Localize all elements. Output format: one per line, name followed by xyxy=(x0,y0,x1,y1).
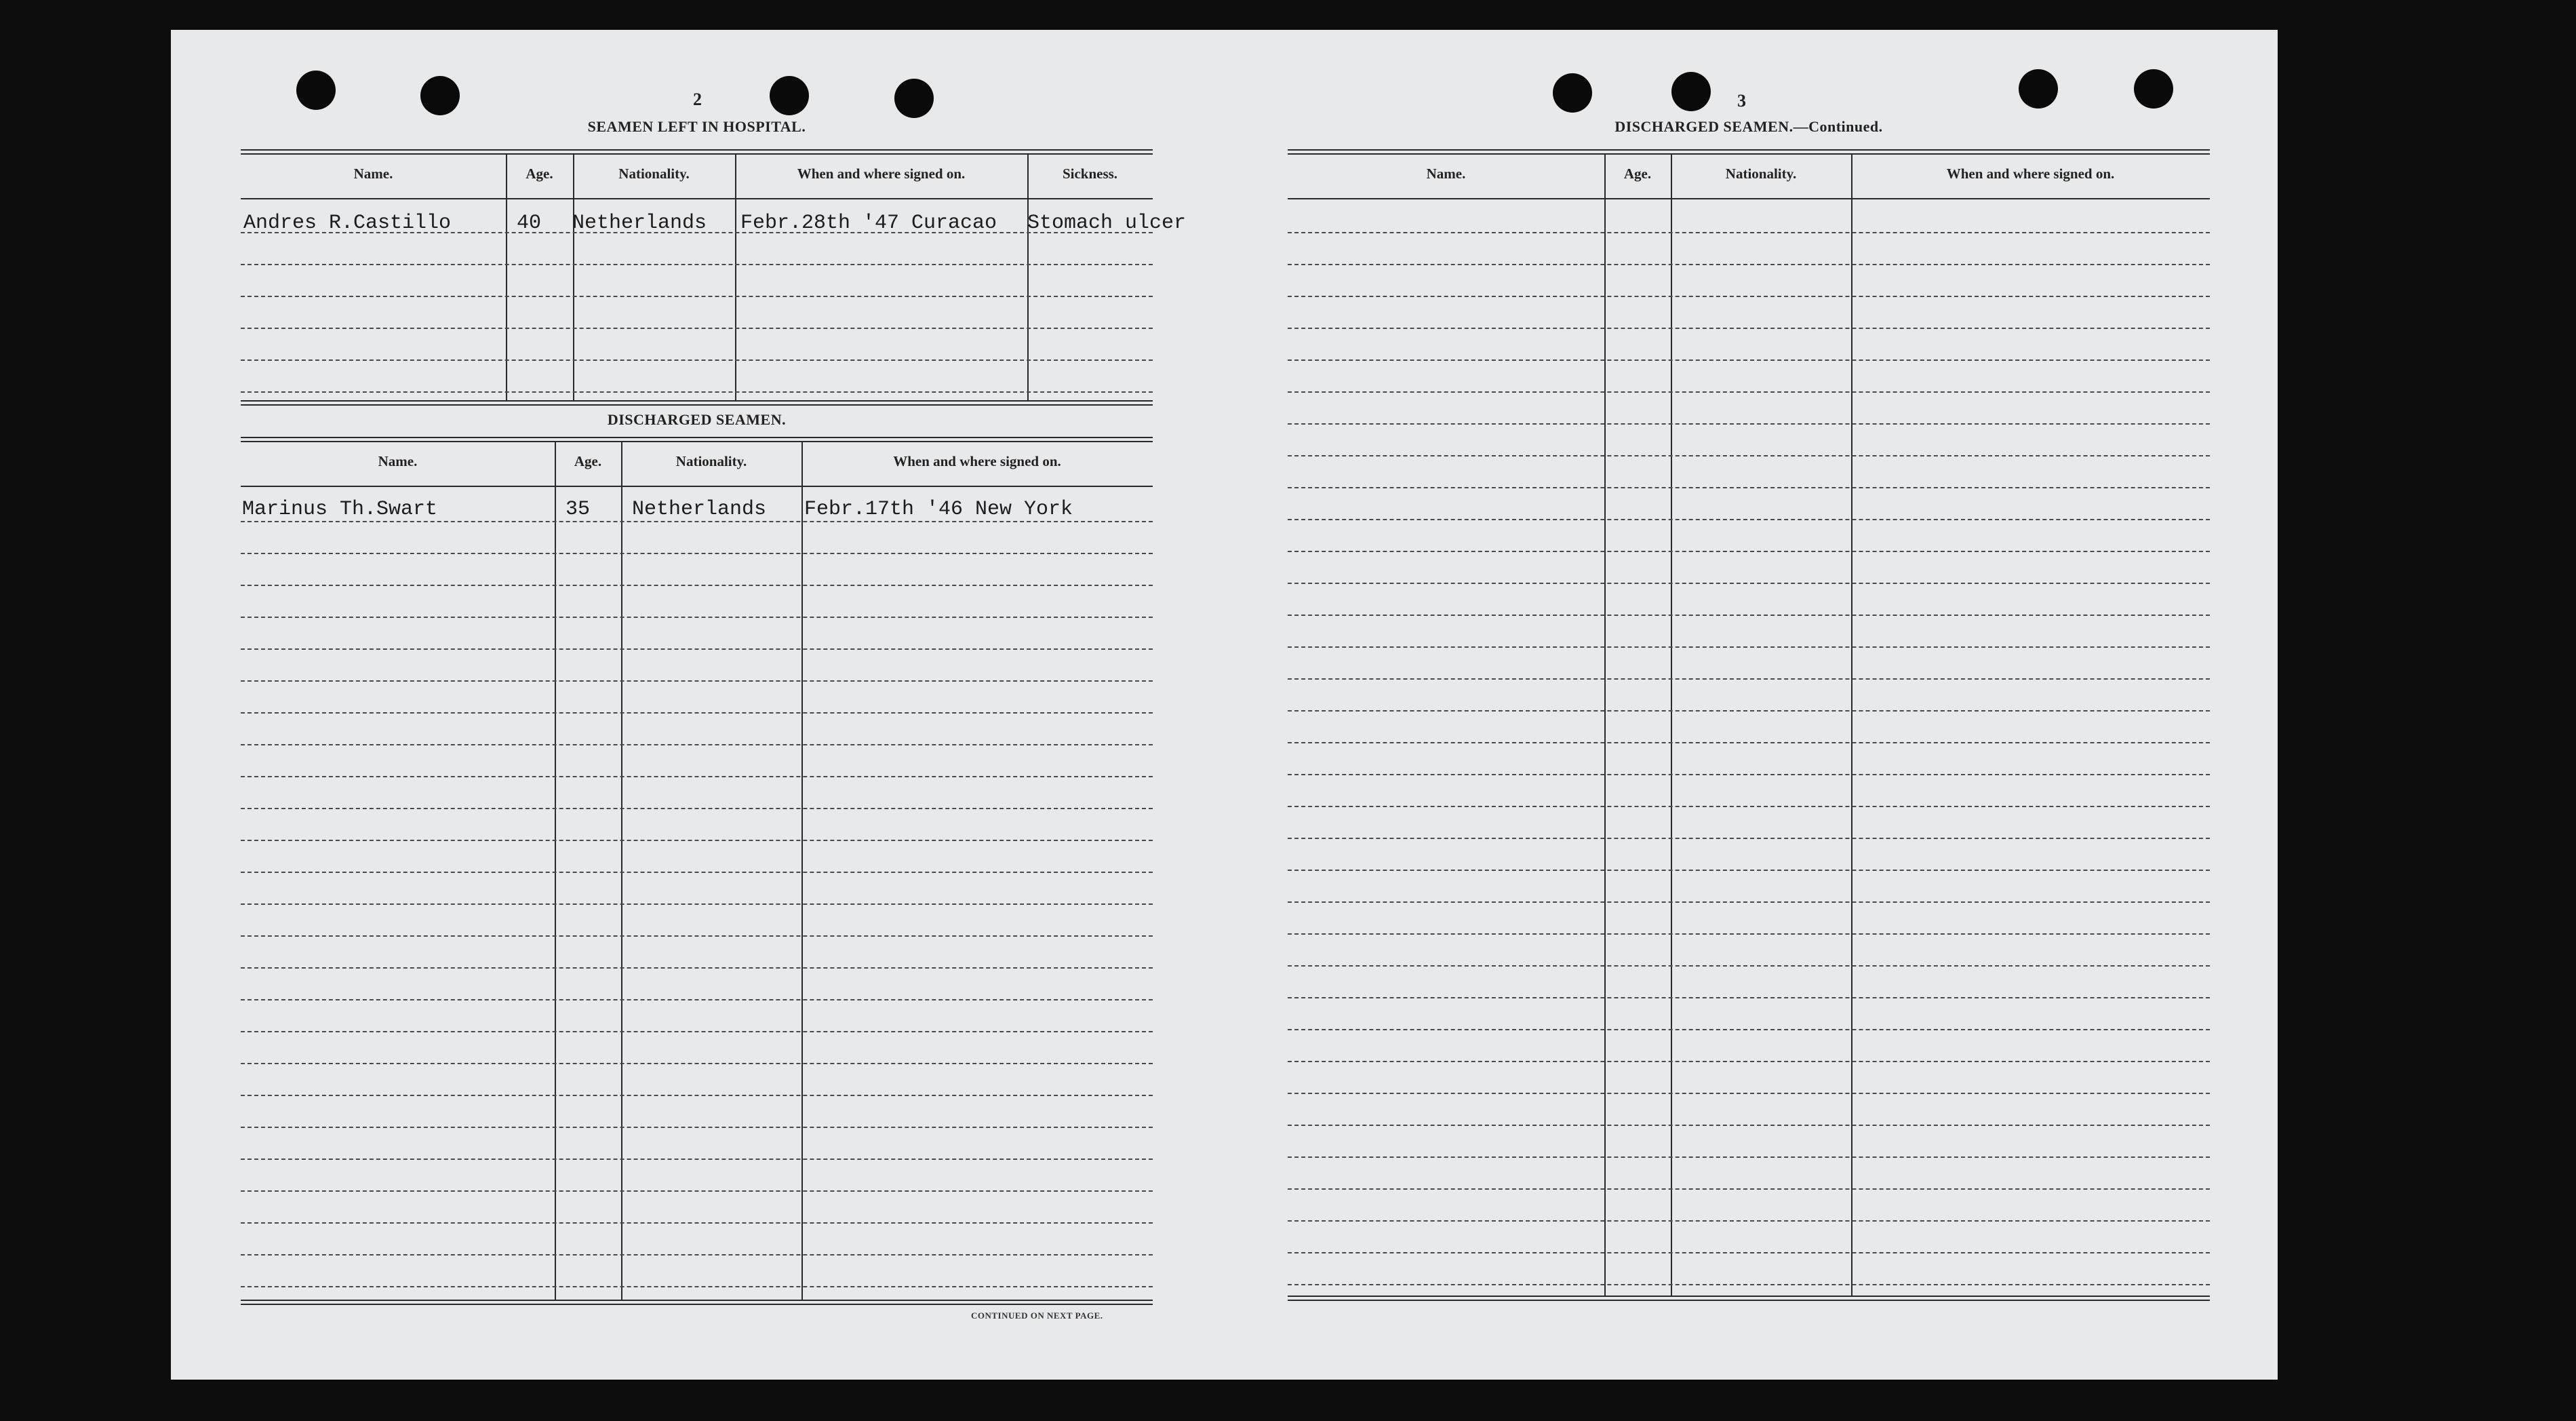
continued-footnote: CONTINUED ON NEXT PAGE. xyxy=(971,1310,1103,1321)
punch-hole xyxy=(2019,69,2058,109)
ruled-line xyxy=(241,328,1153,329)
col-header-signed-on: When and where signed on. xyxy=(1946,166,2115,182)
col-header-age: Age. xyxy=(574,453,602,469)
col-header-name: Name. xyxy=(353,166,393,182)
discharged-continued-caption: DISCHARGED SEAMEN.—Continued. xyxy=(1614,118,1883,135)
ruled-line xyxy=(241,1254,1153,1255)
punch-hole xyxy=(420,76,460,115)
ruled-line xyxy=(1288,646,2210,648)
punch-hole xyxy=(1671,72,1711,111)
col-header-signed-on: When and where signed on. xyxy=(797,166,966,182)
punch-hole xyxy=(1553,73,1592,113)
ruled-line xyxy=(241,744,1153,745)
ruled-line xyxy=(241,617,1153,618)
ruled-line xyxy=(241,1063,1153,1064)
punch-hole xyxy=(894,79,934,118)
table-rule xyxy=(241,441,1153,442)
ruled-line xyxy=(1288,296,2210,297)
ruled-line xyxy=(241,359,1153,361)
ruled-line xyxy=(1288,1125,2210,1126)
ruled-line xyxy=(241,1222,1153,1224)
ruled-line xyxy=(1288,997,2210,998)
table-rule xyxy=(241,198,1153,199)
ruled-line xyxy=(1288,455,2210,456)
ruled-line xyxy=(1288,519,2210,520)
ruled-line xyxy=(1288,487,2210,488)
ruled-line xyxy=(1288,870,2210,871)
ruled-line xyxy=(1288,1029,2210,1030)
col-header-nationality: Nationality. xyxy=(618,166,690,182)
ruled-line xyxy=(1288,710,2210,712)
hospital-caption: SEAMEN LEFT IN HOSPITAL. xyxy=(587,118,806,135)
page-number-right: 3 xyxy=(1737,91,1746,111)
punch-hole xyxy=(2134,69,2173,109)
ruled-line xyxy=(241,967,1153,969)
ruled-line xyxy=(1288,901,2210,903)
hospital-signed-on-cell: Febr.28th '47 Curacao xyxy=(740,212,997,235)
hospital-sickness-cell: Stomach ulcer xyxy=(1027,212,1187,235)
page-number-left: 2 xyxy=(693,90,702,109)
ruled-line xyxy=(241,391,1153,393)
ruled-line xyxy=(241,935,1153,937)
column-divider xyxy=(1027,153,1029,402)
col-header-signed-on: When and where signed on. xyxy=(893,453,1061,469)
column-divider xyxy=(506,153,507,402)
column-divider xyxy=(573,153,574,402)
table-rule xyxy=(1288,1296,2210,1297)
ruled-line xyxy=(1288,359,2210,361)
ruled-line xyxy=(241,1127,1153,1128)
col-header-name: Name. xyxy=(378,453,418,469)
ruled-line xyxy=(241,296,1153,297)
table-rule xyxy=(241,486,1153,487)
hospital-name-cell: Andres R.Castillo xyxy=(243,212,452,235)
table-rule xyxy=(241,437,1153,438)
hospital-age-cell: 40 xyxy=(517,212,542,235)
ruled-line xyxy=(241,872,1153,873)
column-divider xyxy=(621,441,622,1301)
document-sheet xyxy=(171,30,2278,1380)
table-rule xyxy=(1288,153,2210,155)
ruled-line xyxy=(241,840,1153,841)
ruled-line xyxy=(1288,551,2210,552)
ruled-line xyxy=(1288,1284,2210,1285)
ruled-line xyxy=(241,680,1153,682)
ruled-line xyxy=(241,1286,1153,1287)
table-rule xyxy=(1288,198,2210,199)
ruled-line xyxy=(241,1095,1153,1096)
ruled-line xyxy=(1288,615,2210,616)
table-rule xyxy=(241,1300,1153,1301)
ruled-line xyxy=(1288,1188,2210,1190)
ruled-line xyxy=(1288,1252,2210,1253)
punch-hole xyxy=(770,76,809,115)
discharged-caption: DISCHARGED SEAMEN. xyxy=(607,411,787,428)
hospital-nationality-cell: Netherlands xyxy=(572,212,707,235)
ruled-line xyxy=(1288,933,2210,935)
table-rule xyxy=(241,153,1153,155)
discharged-signed-on-cell: Febr.17th '46 New York xyxy=(804,498,1073,521)
ruled-line xyxy=(1288,742,2210,743)
ruled-line xyxy=(241,808,1153,809)
table-rule xyxy=(241,400,1153,402)
ruled-line xyxy=(1288,806,2210,807)
ruled-line xyxy=(241,264,1153,265)
column-divider xyxy=(801,441,803,1301)
col-header-age: Age. xyxy=(1623,166,1652,182)
ruled-line xyxy=(1288,264,2210,265)
ruled-line xyxy=(1288,391,2210,393)
ruled-line xyxy=(241,776,1153,777)
col-header-sickness: Sickness. xyxy=(1062,166,1118,182)
col-header-nationality: Nationality. xyxy=(1725,166,1797,182)
table-rule xyxy=(241,149,1153,151)
ruled-line xyxy=(1288,232,2210,233)
discharged-name-cell: Marinus Th.Swart xyxy=(242,498,438,521)
ruled-line xyxy=(1288,1061,2210,1062)
table-rule xyxy=(241,1304,1153,1305)
ruled-line xyxy=(241,712,1153,714)
ruled-line xyxy=(1288,328,2210,329)
col-header-name: Name. xyxy=(1426,166,1466,182)
ruled-line xyxy=(241,648,1153,650)
table-rule xyxy=(241,404,1153,406)
table-rule xyxy=(1288,1300,2210,1301)
ruled-line xyxy=(241,999,1153,1000)
ruled-line xyxy=(1288,583,2210,584)
ruled-line xyxy=(241,585,1153,586)
ruled-line xyxy=(1288,838,2210,839)
ruled-line xyxy=(1288,965,2210,967)
ruled-line xyxy=(1288,423,2210,425)
ruled-line xyxy=(241,1031,1153,1032)
ruled-line xyxy=(1288,774,2210,775)
ruled-line xyxy=(241,903,1153,905)
discharged-age-cell: 35 xyxy=(566,498,591,521)
col-header-nationality: Nationality. xyxy=(675,453,747,469)
punch-hole xyxy=(296,71,336,110)
col-header-age: Age. xyxy=(526,166,553,182)
ruled-line xyxy=(1288,678,2210,680)
ruled-line xyxy=(241,1159,1153,1160)
discharged-nationality-cell: Netherlands xyxy=(632,498,767,521)
table-rule xyxy=(1288,149,2210,151)
ruled-line xyxy=(241,521,1153,522)
ruled-line xyxy=(1288,1093,2210,1094)
column-divider xyxy=(735,153,736,402)
ruled-line xyxy=(241,553,1153,554)
column-divider xyxy=(555,441,556,1301)
ruled-line xyxy=(1288,1156,2210,1158)
ruled-line xyxy=(241,1190,1153,1192)
ruled-line xyxy=(1288,1220,2210,1222)
